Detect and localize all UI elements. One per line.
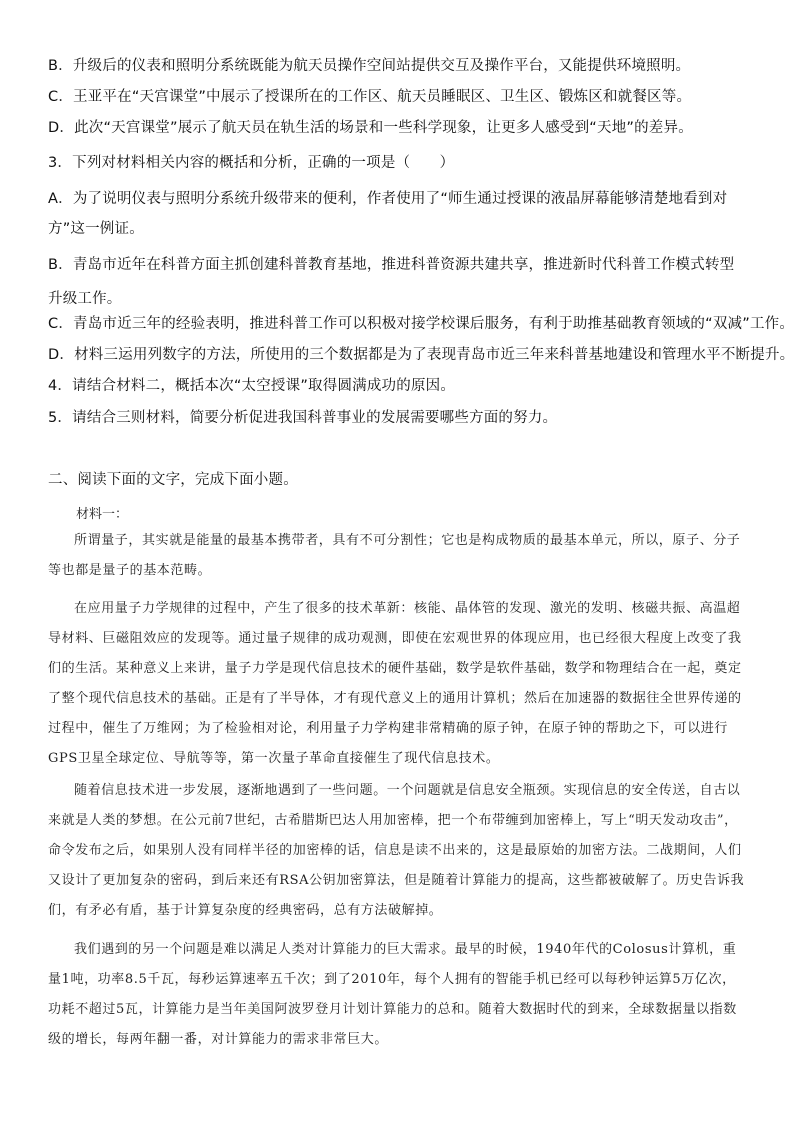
material-label: 材料一： [76, 507, 129, 522]
question5: 5．请结合三则材料，简要分析促进我国科普事业的发展需要哪些方面的努力。 [48, 410, 558, 426]
question3-option-c: C．青岛市近三年的经验表明，推进科普工作可以积极对接学校课后服务，有利于助推基础教育领域的“双减”工作。 [48, 316, 794, 332]
paragraph-2: 在应用量子力学规律的过程中，产生了很多的技术革新：核能、晶体管的发现、激光的发明、核磁共振、高温超导材料、巨磁阻效应的发现等。通过量子规律的成功观测，即使在宏观世界的体现应用，也已经很大程度上改变了我们的生活。某种意义上来讲，量子力学是现代信息技术的硬件基础，数学是软件基础，数学和物理结合在一起，奠定了整个现代信息技术的基础。正是有了半导体，才有现代意义上的通用计算机；然后在加速器的数据往全世界传递的过程中，催生了万维网；为了检验相对论，利用量子力学构建非常精确的原子钟，在原子钟的帮助之下，可以进行GPS卫星全球定位、导航等等，第一次量子革命直接催生了现代信息技术。 [48, 601, 742, 766]
paragraph-3: 随着信息技术进一步发展，逐渐地遇到了一些问题。一个问题就是信息安全瓶颈。实现信息的安全传送，自古以来就是人类的梦想。在公元前7世纪，古希腊斯巴达人用加密棒，把一个布带缠到加密棒上，写上“明天发动攻击”，命令发布之后，如果别人没有同样半径的加密棒的话，信息是读不出来的，这是最原始的加密方法。二战期间，人们又设计了更加复杂的密码，到后来还有RSA公钥加密算法，但是随着计算能力的提高，这些都被破解了。历史告诉我们，有矛必有盾，基于计算复杂度的经典密码，总有方法破解掉。 [48, 783, 745, 918]
section2-title: 二、阅读下面的文字，完成下面小题。 [48, 472, 298, 488]
question3-option-b: B．青岛市近年在科普方面主抓创建科普教育基地，推进科普资源共建共享，推进新时代科普工作模式转型升级工作。 [48, 257, 735, 307]
paragraph-1: 所谓量子，其实就是能量的最基本携带者，具有不可分割性；它也是构成物质的最基本单元，所以，原子、分子等也都是量子的基本范畴。 [48, 533, 741, 578]
question2-option-d: D．此次“天宫课堂”展示了航天员在轨生活的场景和一些科学现象，让更多人感受到“天地”的差异。 [48, 120, 693, 136]
question2-option-c: C．王亚平在“天宫课堂”中展示了授课所在的工作区、航天员睡眠区、卫生区、锻炼区和就餐区等。 [48, 89, 692, 105]
paragraph-4: 我们遇到的另一个问题是难以满足人类对计算能力的巨大需求。最早的时候，1940年代的Colosus计算机，重量1吨，功率8.5千瓦，每秒运算速率五千次；到了2010年，每个人拥有的智能手机已经可以每秒钟运算5万亿次，功耗不超过5瓦，计算能力是当年美国阿波罗登月计划计算能力的总和。随着大数据时代的到来，全球数据量以指数级的增长，每两年翻一番，对计算能力的需求非常巨大。 [48, 942, 737, 1047]
question3-option-d: D．材料三运用列数字的方法，所使用的三个数据都是为了表现青岛市近三年来科普基地建设和管理水平不断提升。 [48, 347, 794, 363]
question3-option-a: A．为了说明仪表与照明分系统升级带来的便利，作者使用了“师生通过授课的液晶屏幕能够清楚地看到对方”这一例证。 [48, 191, 728, 237]
question4: 4．请结合材料二，概括本次“太空授课”取得圆满成功的原因。 [48, 378, 456, 394]
question3-stem: 3．下列对材料相关内容的概括和分析，正确的一项是（ ） [48, 155, 455, 171]
question2-option-b: B．升级后的仪表和照明分系统既能为航天员操作空间站提供交互及操作平台，又能提供环境照明。 [48, 58, 691, 74]
